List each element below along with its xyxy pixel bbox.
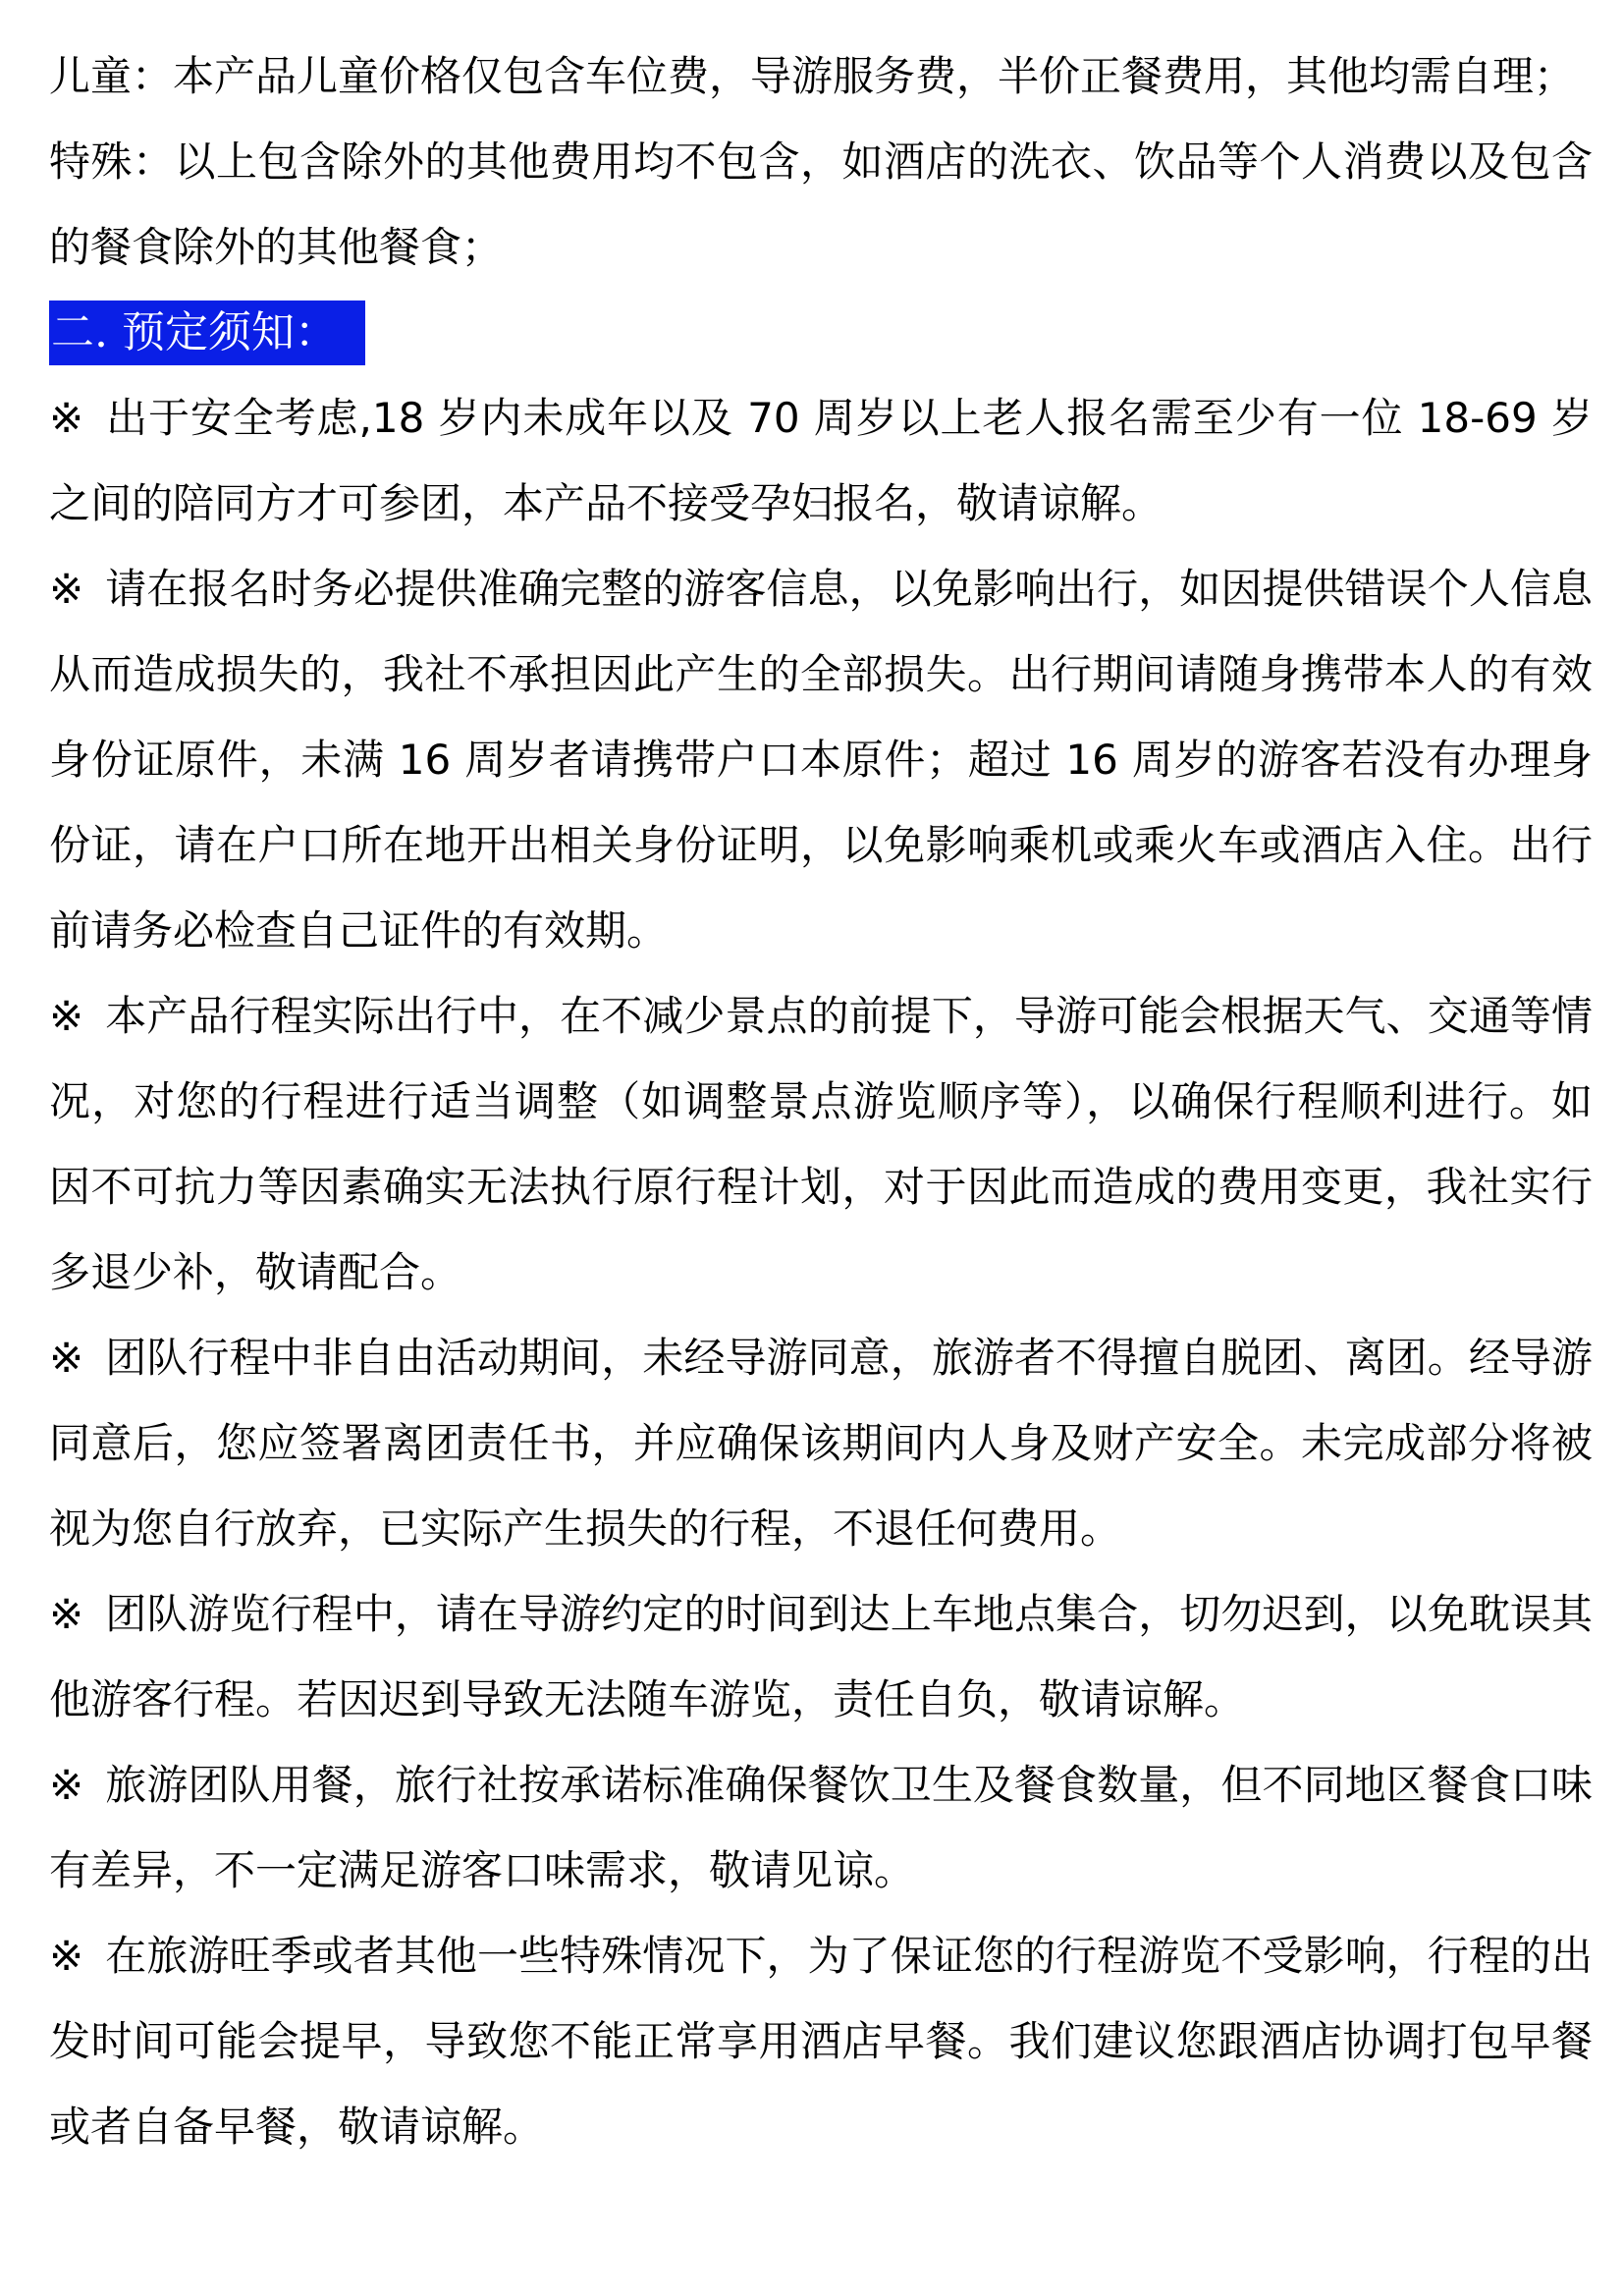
special-fee-paragraph: 特殊：以上包含除外的其他费用均不包含，如酒店的洗衣、饮品等个人消费以及包含的餐食除外的其他餐食； [49, 137, 1593, 271]
booking-notice-title: 二. 预定须知： [49, 301, 365, 365]
note-text: 本产品行程实际出行中，在不减少景点的前提下，导游可能会根据天气、交通等情况，对您的行程进行适当调整（如调整景点游览顺序等），以确保行程顺利进行。如因不可抗力等因素确实无法执行原行程计划，对于因此而造成的费用变更，我社实行多退少补，敬请配合。 [49, 992, 1593, 1296]
note-text: 在旅游旺季或者其他一些特殊情况下，为了保证您的行程游览不受影响，行程的出发时间可能会提早，导致您不能正常享用酒店早餐。我们建议您跟酒店协调打包早餐或者自备早餐，敬请谅解。 [49, 1932, 1593, 2151]
document-page [49, 33, 1593, 2169]
note-paragraph [49, 1571, 1593, 1742]
note-text: 请在报名时务必提供准确完整的游客信息，以免影响出行，如因提供错误个人信息从而造成损失的，我社不承担因此产生的全部损失。出行期间请随身携带本人的有效身份证原件，未满 16 周岁者请携带户口本原件；超过 16 周岁的游客若没有办理身份证，请在户口所在地开出相关身份证明，以免影响乘机或乘火车或酒店入住。出行前请务必检查自己证件的有效期。 [49, 565, 1593, 955]
reference-mark-icon: ※ [49, 565, 84, 613]
note-paragraph [49, 1315, 1593, 1571]
children-fee-paragraph: 儿童：本产品儿童价格仅包含车位费，导游服务费，半价正餐费用，其他均需自理； [49, 52, 1576, 100]
note-paragraph [49, 375, 1593, 546]
note-text: 团队行程中非自由活动期间，未经导游同意，旅游者不得擅自脱团、离团。经导游同意后，您应签署离团责任书，并应确保该期间内人身及财产安全。未完成部分将被视为您自行放弃，已实际产生损失的行程，不退任何费用。 [49, 1334, 1593, 1553]
section-heading [49, 290, 1593, 375]
note-paragraph [49, 546, 1593, 973]
note-paragraph [49, 1742, 1593, 1913]
reference-mark-icon: ※ [49, 1761, 84, 1809]
note-text: 出于安全考虑,18 岁内未成年以及 70 周岁以上老人报名需至少有一位 18-69 岁之间的陪同方才可参团，本产品不接受孕妇报名，敬请谅解。 [49, 394, 1593, 527]
reference-mark-icon: ※ [49, 394, 85, 442]
note-paragraph [49, 973, 1593, 1315]
reference-mark-icon: ※ [49, 1334, 84, 1382]
reference-mark-icon: ※ [49, 1590, 84, 1638]
note-text: 旅游团队用餐，旅行社按承诺标准确保餐饮卫生及餐食数量，但不同地区餐食口味有差异，不一定满足游客口味需求，敬请见谅。 [49, 1761, 1593, 1894]
note-paragraph [49, 1913, 1593, 2169]
reference-mark-icon: ※ [49, 992, 84, 1040]
note-text: 团队游览行程中，请在导游约定的时间到达上车地点集合，切勿迟到，以免耽误其他游客行程。若因迟到导致无法随车游览，责任自负，敬请谅解。 [49, 1590, 1593, 1723]
reference-mark-icon: ※ [49, 1932, 84, 1980]
